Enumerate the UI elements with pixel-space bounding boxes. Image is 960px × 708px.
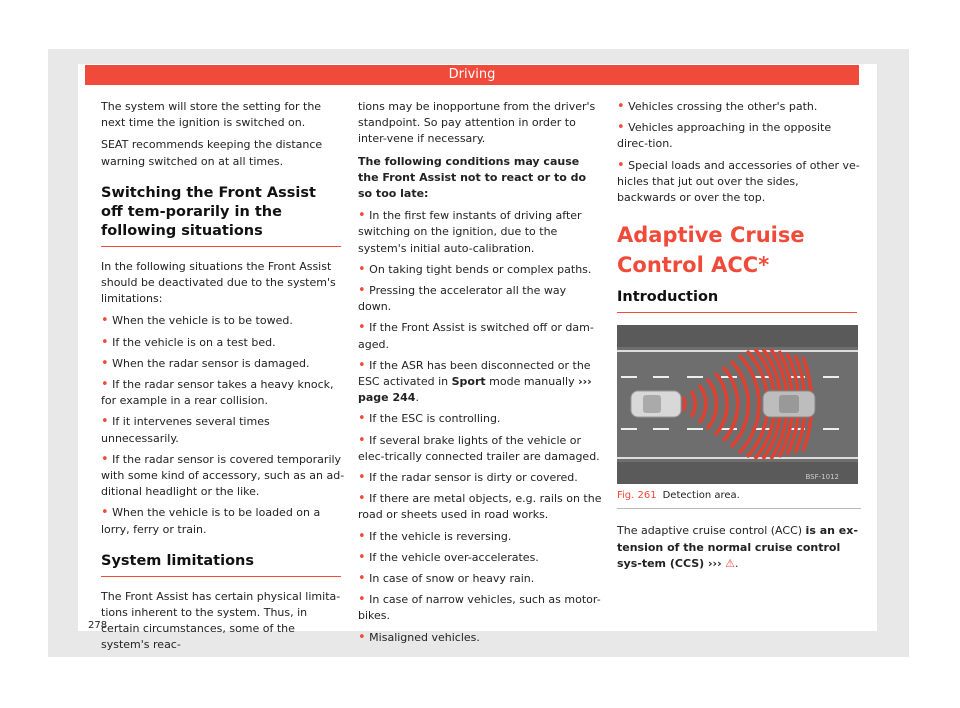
bullet-icon: • [358, 411, 366, 427]
list-item: • When the radar sensor is damaged. [101, 355, 310, 371]
paragraph: In the following situations the Front Assist should be deactivated due to the system's limitations: [101, 259, 336, 306]
paragraph: The adaptive cruise control (ACC) is an ex-tension of the normal cruise control sys-tem (CCS) ››› ⚠. [617, 524, 858, 570]
list-item: • Vehicles crossing the other's path. [617, 99, 818, 114]
figure-caption-text: Detection area. [662, 490, 740, 502]
bullet-icon: • [358, 491, 366, 507]
list-item: • Misaligned vehicles. [358, 629, 480, 645]
bullet-icon: • [101, 334, 109, 350]
section-heading: Introduction [617, 288, 857, 313]
chapter-header: Driving [85, 65, 859, 85]
list-item: • When the vehicle is to be towed. [101, 313, 293, 329]
list-item: • If the ASR has been disconnected or the ESC activated in Sport mode manually ››› page 244. [358, 357, 592, 405]
warning-icon[interactable]: ⚠ [725, 556, 735, 570]
paragraph: The Front Assist has certain physical limita-tions inherent to the system. Thus, in certain circumstances, some of the system's reac- [101, 589, 341, 652]
list-item: • On taking tight bends or complex paths. [358, 261, 592, 277]
bullet-icon: • [101, 355, 109, 371]
bullet-icon: • [101, 313, 109, 329]
column-right [617, 99, 861, 578]
detection-area-illustration [617, 325, 858, 484]
bullet-icon: • [358, 592, 366, 608]
section-heading: System limitations [101, 552, 341, 577]
figure-number: Fig. 261 [617, 490, 657, 502]
bullet-icon: • [101, 414, 109, 430]
bullet-icon: • [358, 470, 366, 486]
paragraph: tions may be inopportune from the driver's standpoint. So pay attention in order to inter-vene if necessary. [358, 100, 596, 146]
bullet-icon: • [358, 571, 366, 587]
figure-code: BSF-1012 [805, 473, 839, 482]
list-item: • If there are metal objects, e.g. rails on the road or sheets used in road works. [358, 491, 602, 522]
bullet-icon: • [358, 320, 366, 336]
bullet-icon: • [358, 528, 366, 544]
own-car-icon [631, 391, 681, 417]
bullet-icon: • [617, 157, 625, 173]
list-item: • In case of narrow vehicles, such as motor-bikes. [358, 592, 601, 623]
column-left [101, 99, 345, 660]
bullet-icon: • [358, 261, 366, 277]
figure-caption [617, 488, 861, 509]
paragraph: SEAT recommends keeping the distance warning switched on at all times. [101, 138, 323, 168]
list-item: • If the vehicle is reversing. [358, 528, 512, 544]
bullet-icon: • [101, 377, 109, 393]
list-item: • If the radar sensor is covered temporarily with some kind of accessory, such as an ad-ditional headlight or the like. [101, 451, 345, 499]
list-item: • If several brake lights of the vehicle or elec-trically connected trailer are damaged. [358, 432, 600, 463]
bullet-icon: • [617, 99, 625, 114]
list-item: • Special loads and accessories of other ve-hicles that jut out over the sides, backwards or over the top. [617, 157, 860, 205]
chapter-heading: Adaptive Cruise Control ACC* [617, 223, 805, 278]
page-reference-link[interactable]: ››› page 244 [358, 375, 592, 405]
bullet-icon: • [358, 432, 366, 448]
bold-intro: The following conditions may cause the Front Assist not to react or to do so too late: [358, 154, 587, 201]
column-middle [358, 99, 602, 651]
list-item: • If the ESC is controlling. [358, 411, 501, 427]
list-item: • If the Front Assist is switched off or dam-aged. [358, 320, 594, 351]
bullet-icon: • [358, 283, 366, 299]
section-heading: Switching the Front Assist off tem-porarily in the following situations [101, 184, 341, 247]
bullet-icon: • [617, 120, 625, 136]
list-item: • In the first few instants of driving after switching on the ignition, due to the system's initial auto-calibration. [358, 208, 582, 255]
list-item: • If the vehicle over-accelerates. [358, 549, 539, 565]
bullet-icon: • [101, 505, 109, 521]
list-item: • If it intervenes several times unnecessarily. [101, 414, 270, 445]
page-number: 278 [88, 620, 108, 631]
list-item: • If the radar sensor takes a heavy knock, for example in a rear collision. [101, 377, 334, 408]
vehicle-ahead-icon [763, 391, 815, 417]
list-item: • When the vehicle is to be loaded on a lorry, ferry or train. [101, 505, 321, 536]
bullet-icon: • [358, 549, 366, 565]
paragraph: The system will store the setting for the next time the ignition is switched on. [101, 100, 322, 130]
list-item: • Vehicles approaching in the opposite direc-tion. [617, 120, 832, 151]
bullet-icon: • [358, 208, 366, 224]
bullet-icon: • [101, 451, 109, 467]
list-item: • If the vehicle is on a test bed. [101, 334, 276, 350]
list-item: • If the radar sensor is dirty or covered. [358, 470, 578, 486]
bullet-icon: • [358, 629, 366, 645]
detection-area-figure [617, 325, 858, 484]
bullet-icon: • [358, 357, 366, 373]
list-item: • Pressing the accelerator all the way down. [358, 283, 567, 314]
list-item: • In case of snow or heavy rain. [358, 571, 535, 587]
